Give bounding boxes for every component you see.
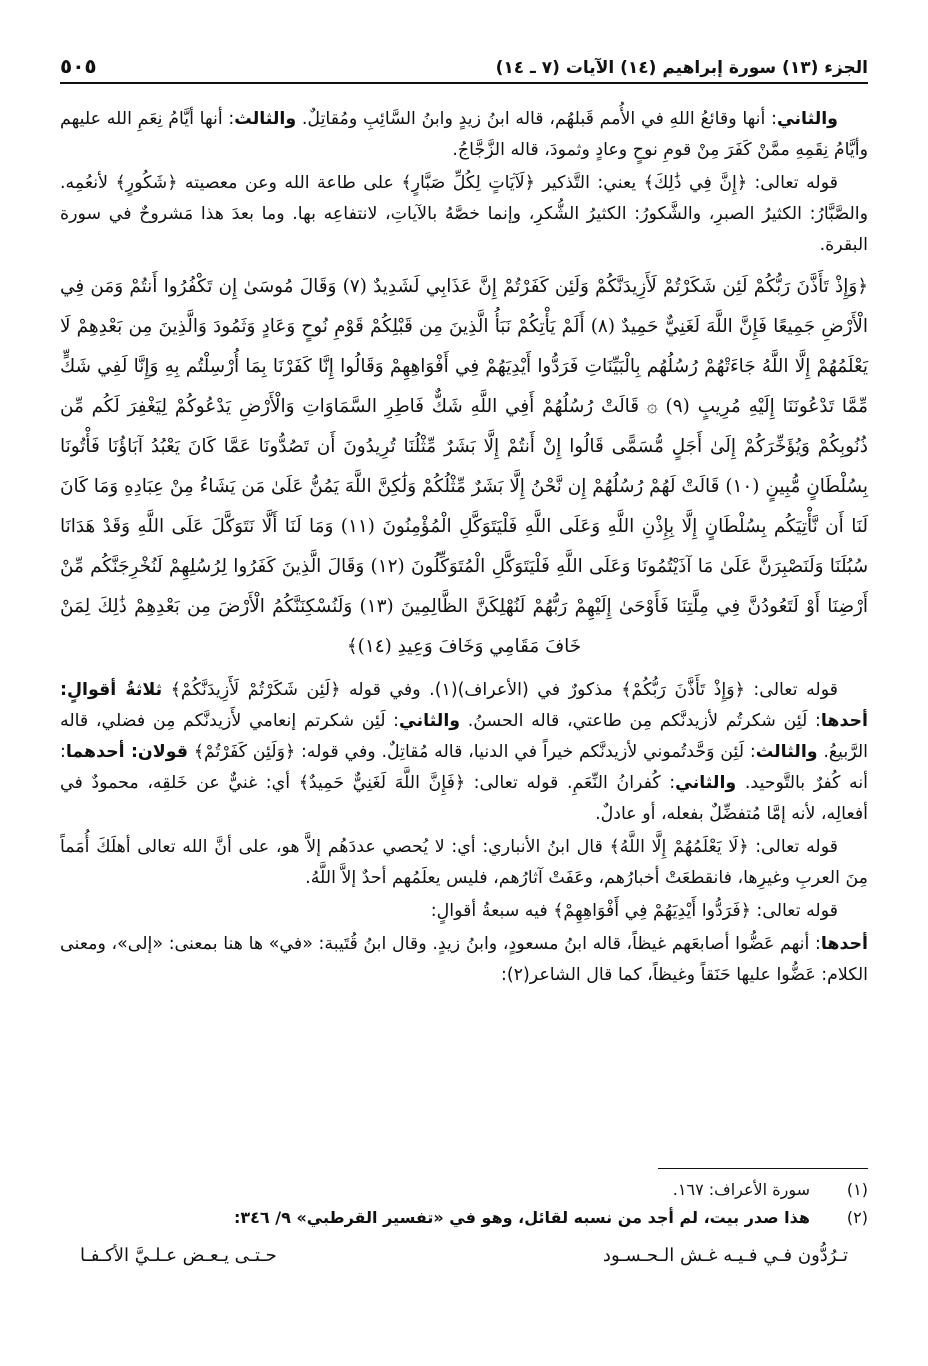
running-title: الجزء (١٣) سورة إبراهيم (١٤) الآيات (٧ ـ ١٤) [495, 58, 868, 78]
lead-word: والثالث [234, 109, 297, 129]
lead-word: والثاني [776, 109, 838, 129]
main-text [60, 104, 868, 993]
paragraph-1: والثاني: أنها وقائعُ اللهِ في الأُمم قَبلهُم، قاله ابنُ زيدٍ وابنُ السَّائِبِ ومُقاتِلٌ. والثالث: أنها أيَّامُ نِعَمِ الله عليهم وأيَّامُ نِقَمِهِ ممَّنْ كَفَرَ مِنْ قومِ نوحٍ وعادٍ وثمودَ، قاله الزَّجَّاجُ. [60, 109, 868, 160]
footnote-1: (١) سورة الأعراف: ١٦٧. [672, 1180, 868, 1199]
paragraph-2: قوله تعالى: ﴿إِنَّ فِي ذَٰلِكَ﴾ يعني: التَّذكير ﴿لَآيَاتٍ لِكُلِّ صَبَّارٍ﴾ على طاعة الله وعن معصيته ﴿شَكُورٍ﴾ لأنعُمِه. والصَّبَّارُ: الكثيرُ الصبرِ، والشَّكورُ: الكثيرُ الشُّكرِ، وإنما خصَّهُ بالآياتِ، لانتفاعِه بها. وما بعدَ هذا مَشروحٌ في سورة البقرة. [60, 173, 868, 255]
paragraph-5: قوله تعالى: ﴿فَرَدُّوا أَيْدِيَهُمْ فِي أَفْوَاهِهِمْ﴾ فيه سبعةُ أقوالٍ: [430, 901, 838, 921]
footnote-separator [658, 1168, 868, 1169]
page-header [60, 42, 868, 84]
hemistich-2: حـتـى يـعـض عـلـيَّ الأكـفـا [80, 1245, 277, 1266]
footnotes [60, 1176, 868, 1270]
paragraph-6: أحدها: أنهم عَضُّوا أصابعَهم غيظاً، قاله ابنُ مسعودٍ، وابنُ زيدٍ. وقال ابنُ قُتَيبة: «في» ها هنا بمعنى: «إلى»، ومعنى الكلام: عَضُّوا عليها حَنَقاً وغيظاً، كما قال الشاعر(٢): [60, 934, 868, 985]
page-number: ٥٠٥ [60, 54, 97, 78]
paragraph-3: قوله تعالى: ﴿وَإِذْ تَأَذَّنَ رَبُّكُمْ﴾ مذكورٌ في (الأعراف)(١). وفي قوله ﴿لَئِن شَكَرْتُمْ لَأَزِيدَنَّكُمْ﴾ ثلاثةُ أقوالٍ: أحدها: لَئِن شكرتُم لأزيدنَّكم مِن طاعتي، قاله الحسنُ. والثاني: لَئِن شكرتم إنعامي لأَزيدنَّكم مِن فضلي، قاله الرَّبيعُ. والثالث: لَئِن وَحَّدتُموني لأزيدنَّكم خيراً في الدنيا، قاله مُقاتِلٌ. وفي قوله: ﴿وَلَئِن كَفَرْتُمْ﴾ قولان: أحدهما: أنه كُفرٌ بالتَّوحيد. والثاني: كُفرانُ النِّعَمِ. قوله تعالى: ﴿فَإِنَّ اللَّهَ لَغَنِيٌّ حَمِيدٌ﴾ أي: غنيٌّ عن خَلقِه، محمودٌ في أفعالِه، لأنه إمَّا مُتفضِّلٌ بفعله، أو عادلٌ. [60, 680, 869, 824]
lead-word: أحدها [820, 934, 868, 954]
quran-verses: ﴿وَإِذْ تَأَذَّنَ رَبُّكُمْ لَئِن شَكَرْتُمْ لَأَزِيدَنَّكُمْ وَلَئِن كَفَرْتُمْ إِنَّ عَذَابِي لَشَدِيدٌ (٧) وَقَالَ مُوسَىٰ إِن تَكْفُرُوا أَنتُمْ وَمَن فِي الْأَرْضِ جَمِيعًا فَإِنَّ اللَّهَ لَغَنِيٌّ حَمِيدٌ (٨) أَلَمْ يَأْتِكُمْ نَبَأُ الَّذِينَ مِن قَبْلِكُمْ قَوْمِ نُوحٍ وَعَادٍ وَثَمُودَ وَالَّذِينَ مِن بَعْدِهِمْ لَا يَعْلَمُهُمْ إِلَّا اللَّهُ جَاءَتْهُمْ رُسُلُهُم بِالْبَيِّنَاتِ فَرَدُّوا أَيْدِيَهُمْ فِي أَفْوَاهِهِمْ وَقَالُوا إِنَّا كَفَرْنَا بِمَا أُرْسِلْتُم بِهِ وَإِنَّا لَفِي شَكٍّ مِّمَّا تَدْعُونَنَا إِلَيْهِ مُرِيبٍ (٩) ۞ قَالَتْ رُسُلُهُمْ أَفِي اللَّهِ شَكٌّ فَاطِرِ السَّمَاوَاتِ وَالْأَرْضِ يَدْعُوكُمْ لِيَغْفِرَ لَكُم مِّن ذُنُوبِكُمْ وَيُؤَخِّرَكُمْ إِلَىٰ أَجَلٍ مُّسَمًّى قَالُوا إِنْ أَنتُمْ إِلَّا بَشَرٌ مِّثْلُنَا تُرِيدُونَ أَن تَصُدُّونَا عَمَّا كَانَ يَعْبُدُ آبَاؤُنَا فَأْتُونَا بِسُلْطَانٍ مُّبِينٍ (١٠) قَالَتْ لَهُمْ رُسُلُهُمْ إِن نَّحْنُ إِلَّا بَشَرٌ مِّثْلُكُمْ وَلَٰكِنَّ اللَّهَ يَمُنُّ عَلَىٰ مَن يَشَاءُ مِنْ عِبَادِهِ وَمَا كَانَ لَنَا أَن نَّأْتِيَكُم بِسُلْطَانٍ إِلَّا بِإِذْنِ اللَّهِ وَعَلَى اللَّهِ فَلْيَتَوَكَّلِ الْمُؤْمِنُونَ (١١) وَمَا لَنَا أَلَّا نَتَوَكَّلَ عَلَى اللَّهِ وَقَدْ هَدَانَا سُبُلَنَا وَلَنَصْبِرَنَّ عَلَىٰ مَا آذَيْتُمُونَا وَعَلَى اللَّهِ فَلْيَتَوَكَّلِ الْمُتَوَكِّلُونَ (١٢) وَقَالَ الَّذِينَ كَفَرُوا لِرُسُلِهِمْ لَنُخْرِجَنَّكُم مِّنْ أَرْضِنَا أَوْ لَتَعُودُنَّ فِي مِلَّتِنَا فَأَوْحَىٰ إِلَيْهِمْ رَبُّهُمْ لَنُهْلِكَنَّ الظَّالِمِينَ (١٣) وَلَنُسْكِنَنَّكُمُ الْأَرْضَ مِن بَعْدِهِمْ ذَٰلِكَ لِمَنْ خَافَ مَقَامِي وَخَافَ وَعِيدِ (١٤)﴾ [60, 276, 869, 657]
hemistich-1: تـرُدُّون فـي فـيـه غـش الـحـسـود [602, 1245, 848, 1266]
footnote-2: (٢) هذا صدر بيت، لم أجد من نسبه لقائل، وهو في «تفسير القرطبي» ٩/ ٣٤٦: [233, 1208, 868, 1227]
paragraph-4: قوله تعالى: ﴿لَا يَعْلَمُهُمْ إِلَّا اللَّهُ﴾ قال ابنُ الأنباري: أي: لا يُحصي عددَهُم إلاَّ هو، على أنَّ الله تعالى أهلَكَ أُمَماً مِنَ العربِ وغيرِها، فانقطعَتْ أخبارُهم، وعَفَتْ آثارُهم، فليس يعلَمُهم أحدٌ إلاَّ اللَّهُ. [60, 837, 868, 888]
poetry-verse [80, 1242, 848, 1270]
